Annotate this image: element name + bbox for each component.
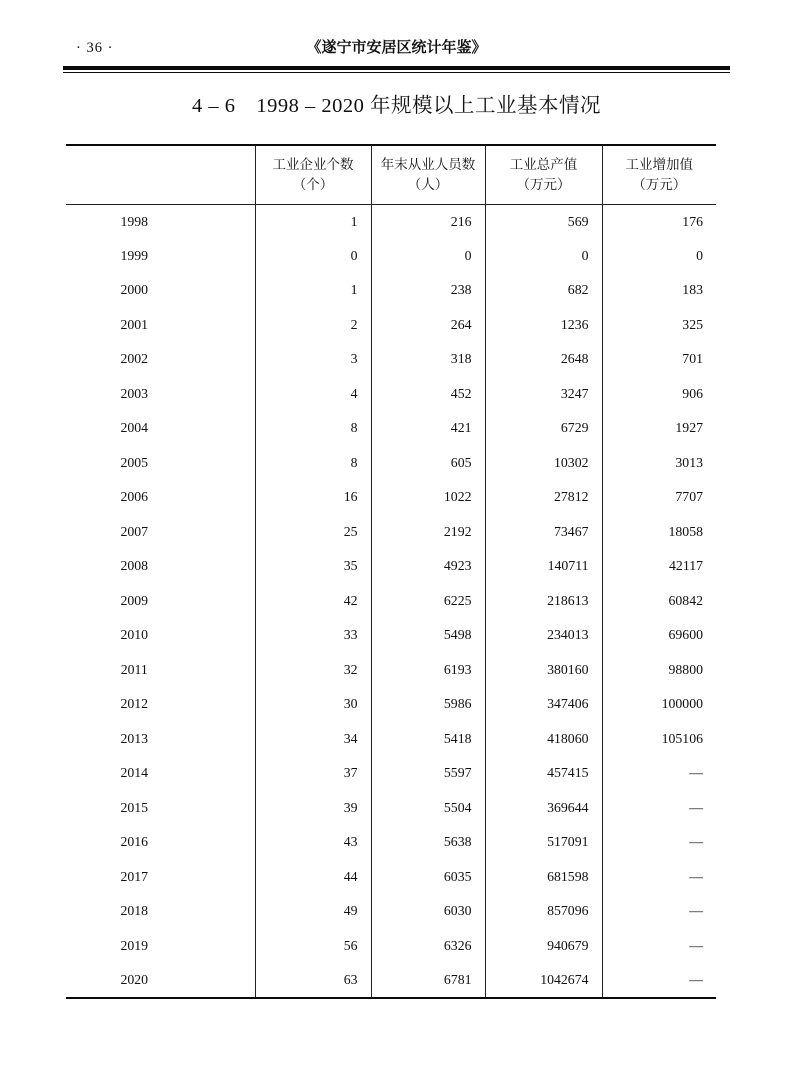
page-content [63, 0, 730, 999]
year-cell: 2017 [120, 868, 149, 884]
value-cell: 18058 [602, 515, 716, 550]
year-cell: 2019 [120, 937, 149, 953]
header-cell-employees [371, 145, 485, 204]
value-cell: 1 [255, 204, 371, 239]
value-cell: 7707 [602, 480, 716, 515]
value-cell: — [602, 963, 716, 998]
table-row [66, 342, 716, 377]
value-cell: 1 [255, 273, 371, 308]
value-cell: 98800 [602, 653, 716, 688]
value-cell: 56 [255, 929, 371, 964]
year-cell: 2014 [120, 765, 149, 781]
value-cell: 69600 [602, 618, 716, 653]
value-cell: 452 [371, 377, 485, 412]
value-cell: 1236 [485, 308, 602, 343]
year-cell: 2013 [120, 730, 149, 746]
header-cell-value-added [602, 145, 716, 204]
value-cell: 6781 [371, 963, 485, 998]
value-cell: 39 [255, 791, 371, 826]
header-line1: 年末从业人员数 [380, 156, 476, 172]
value-cell: 27812 [485, 480, 602, 515]
statistics-table [66, 144, 716, 999]
value-cell: 42 [255, 584, 371, 619]
year-cell: 2000 [120, 282, 149, 298]
value-cell: — [602, 791, 716, 826]
value-cell: 234013 [485, 618, 602, 653]
value-cell: 216 [371, 204, 485, 239]
table-row [66, 204, 716, 239]
value-cell: 176 [602, 204, 716, 239]
value-cell: 16 [255, 480, 371, 515]
value-cell: 43 [255, 825, 371, 860]
value-cell: 4923 [371, 549, 485, 584]
header-double-rule [63, 66, 730, 73]
table-row [66, 722, 716, 757]
header-cell-enterprise-count [255, 145, 371, 204]
table-body [66, 204, 716, 998]
value-cell: 105106 [602, 722, 716, 757]
year-cell: 2012 [120, 696, 149, 712]
year-cell: 2004 [120, 420, 149, 436]
value-cell: 5638 [371, 825, 485, 860]
value-cell: 906 [602, 377, 716, 412]
value-cell: 63 [255, 963, 371, 998]
value-cell: 517091 [485, 825, 602, 860]
value-cell: 418060 [485, 722, 602, 757]
value-cell: 30 [255, 687, 371, 722]
value-cell: 457415 [485, 756, 602, 791]
page-number: · 36 · [76, 40, 114, 56]
table-row [66, 584, 716, 619]
book-title: 《遂宁市安居区统计年鉴》 [306, 40, 487, 56]
value-cell: 8 [255, 446, 371, 481]
year-cell: 2005 [120, 454, 149, 470]
value-cell: 5498 [371, 618, 485, 653]
table-row [66, 446, 716, 481]
value-cell: 44 [255, 860, 371, 895]
value-cell: 0 [255, 239, 371, 274]
value-cell: 857096 [485, 894, 602, 929]
value-cell: 0 [602, 239, 716, 274]
header-line2: （万元） [632, 176, 687, 192]
value-cell: 35 [255, 549, 371, 584]
value-cell: 325 [602, 308, 716, 343]
value-cell: 318 [371, 342, 485, 377]
value-cell: 34 [255, 722, 371, 757]
value-cell: 4 [255, 377, 371, 412]
value-cell: 1927 [602, 411, 716, 446]
value-cell: 6225 [371, 584, 485, 619]
table-row [66, 239, 716, 274]
value-cell: 2648 [485, 342, 602, 377]
value-cell: 701 [602, 342, 716, 377]
value-cell: 73467 [485, 515, 602, 550]
value-cell: 140711 [485, 549, 602, 584]
table-row [66, 963, 716, 998]
value-cell: 1022 [371, 480, 485, 515]
value-cell: 347406 [485, 687, 602, 722]
value-cell: — [602, 825, 716, 860]
year-cell: 2001 [120, 316, 149, 332]
table-row [66, 687, 716, 722]
value-cell: 2 [255, 308, 371, 343]
table-row [66, 929, 716, 964]
header-cell-gross-output [485, 145, 602, 204]
value-cell: 10302 [485, 446, 602, 481]
value-cell: 6030 [371, 894, 485, 929]
year-cell: 2011 [120, 661, 148, 677]
year-cell: 2016 [120, 834, 149, 850]
year-cell: 2006 [120, 489, 149, 505]
value-cell: 0 [371, 239, 485, 274]
year-cell: 2002 [120, 351, 149, 367]
year-cell: 2008 [120, 558, 149, 574]
value-cell: 33 [255, 618, 371, 653]
value-cell: 1042674 [485, 963, 602, 998]
header-cell-year [66, 145, 255, 204]
table-row [66, 825, 716, 860]
value-cell: — [602, 860, 716, 895]
header-line2: （万元） [516, 176, 571, 192]
header-line1: 工业企业个数 [272, 156, 354, 172]
year-cell: 2010 [120, 627, 149, 643]
year-cell: 2009 [120, 592, 149, 608]
table-row [66, 894, 716, 929]
value-cell: — [602, 756, 716, 791]
table-title: 4 – 6 1998 – 2020 年规模以上工业基本情况 [191, 95, 602, 118]
value-cell: 2192 [371, 515, 485, 550]
value-cell: 60842 [602, 584, 716, 619]
value-cell: 3013 [602, 446, 716, 481]
value-cell: 421 [371, 411, 485, 446]
value-cell: 6326 [371, 929, 485, 964]
value-cell: 32 [255, 653, 371, 688]
value-cell: 8 [255, 411, 371, 446]
value-cell: 940679 [485, 929, 602, 964]
year-cell: 1998 [120, 213, 149, 229]
rule-thin-line [63, 72, 730, 73]
value-cell: 5986 [371, 687, 485, 722]
value-cell: 6729 [485, 411, 602, 446]
running-head [63, 38, 730, 59]
table-row [66, 411, 716, 446]
value-cell: 0 [485, 239, 602, 274]
table-row [66, 791, 716, 826]
value-cell: 369644 [485, 791, 602, 826]
value-cell: — [602, 929, 716, 964]
value-cell: 5504 [371, 791, 485, 826]
table-row [66, 618, 716, 653]
header-line1: 工业总产值 [509, 156, 578, 172]
table-header [66, 145, 716, 204]
year-cell: 2015 [120, 799, 149, 815]
value-cell: 3247 [485, 377, 602, 412]
table-row [66, 653, 716, 688]
table-row [66, 308, 716, 343]
table-header-row [66, 145, 716, 204]
value-cell: 100000 [602, 687, 716, 722]
table-row [66, 273, 716, 308]
value-cell: 681598 [485, 860, 602, 895]
value-cell: — [602, 894, 716, 929]
year-cell: 2007 [120, 523, 149, 539]
value-cell: 218613 [485, 584, 602, 619]
value-cell: 5597 [371, 756, 485, 791]
value-cell: 6193 [371, 653, 485, 688]
value-cell: 682 [485, 273, 602, 308]
table-row [66, 377, 716, 412]
value-cell: 6035 [371, 860, 485, 895]
table-row [66, 860, 716, 895]
value-cell: 569 [485, 204, 602, 239]
value-cell: 42117 [602, 549, 716, 584]
value-cell: 37 [255, 756, 371, 791]
table-row [66, 480, 716, 515]
value-cell: 238 [371, 273, 485, 308]
year-cell: 2020 [120, 971, 149, 987]
value-cell: 380160 [485, 653, 602, 688]
table-row [66, 515, 716, 550]
value-cell: 49 [255, 894, 371, 929]
table-row [66, 549, 716, 584]
value-cell: 605 [371, 446, 485, 481]
header-line2: （人） [407, 176, 449, 192]
value-cell: 264 [371, 308, 485, 343]
value-cell: 5418 [371, 722, 485, 757]
table-row [66, 756, 716, 791]
value-cell: 183 [602, 273, 716, 308]
value-cell: 25 [255, 515, 371, 550]
value-cell: 3 [255, 342, 371, 377]
header-line2: （个） [292, 176, 334, 192]
year-cell: 2003 [120, 385, 149, 401]
header-line1: 工业增加值 [625, 156, 693, 172]
year-cell: 2018 [120, 903, 149, 919]
year-cell: 1999 [120, 247, 149, 263]
